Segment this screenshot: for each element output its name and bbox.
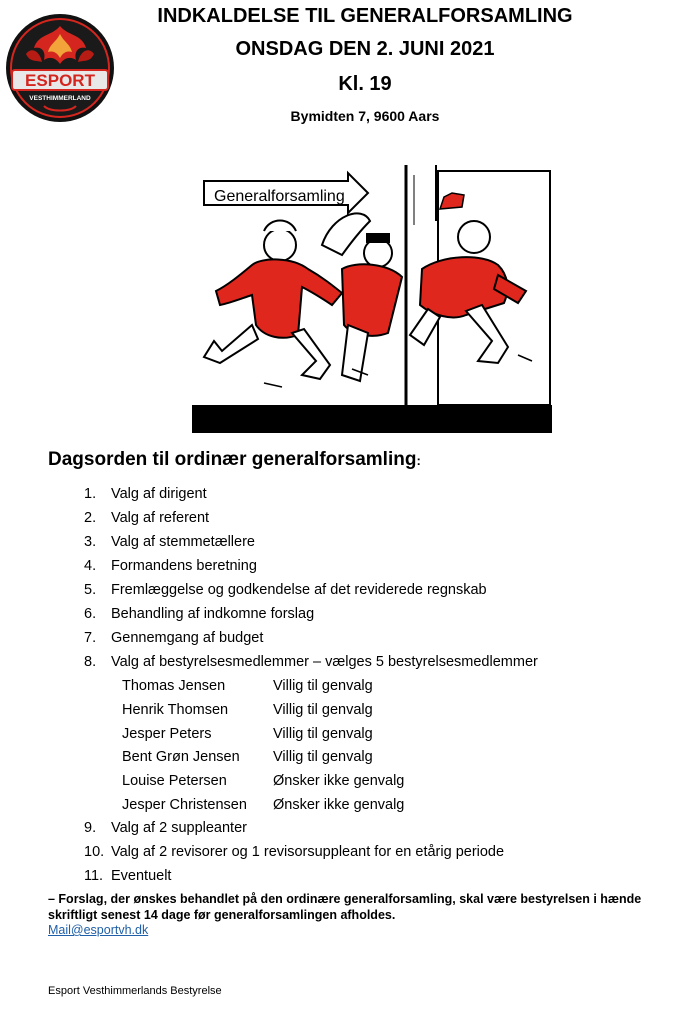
address: Bymidten 7, 9600 Aars [290, 108, 440, 124]
list-item: 11. Eventuelt [84, 868, 172, 884]
esport-logo [4, 12, 116, 124]
board-member-table [122, 676, 404, 819]
svg-text:VESTHIMMERLAND: VESTHIMMERLAND [29, 95, 91, 102]
agenda-list-continued [84, 818, 504, 890]
svg-text:ESPORT: ESPORT [25, 71, 95, 90]
list-item: 7. Gennemgang af budget [84, 630, 264, 646]
footer-signature: Esport Vesthimmerlands Bestyrelse [48, 985, 222, 997]
list-item: 10. Valg af 2 revisorer og 1 revisorsuppleant for en etårig periode [84, 844, 505, 860]
title-line-1: INDKALDELSE TIL GENERALFORSAMLING [157, 5, 573, 27]
title-line-3: Kl. 19 [338, 73, 392, 95]
agenda-list [84, 484, 538, 676]
sign-text: Generalforsamling [214, 188, 345, 205]
board-member-row: Bent Grøn Jensen Villig til genvalg [122, 749, 373, 766]
list-item: 6. Behandling af indkomne forslag [84, 606, 315, 622]
list-item: 8. Valg af bestyrelsesmedlemmer – vælges 5 bestyrelsesmedlemmer [84, 654, 538, 670]
proposal-note: – Forslag, der ønskes behandlet på den ordinære generalforsamling, skal være bestyrelsen i hænde skriftligt senest 14 dage før generalforsamlingen afholdes. [48, 892, 642, 922]
board-member-row: Henrik Thomsen Villig til genvalg [122, 701, 373, 718]
cartoon-illustration [192, 165, 552, 433]
board-member-row: Louise Petersen Ønsker ikke genvalg [122, 773, 405, 790]
agenda-title: Dagsorden til ordinær generalforsamling: [48, 449, 421, 470]
list-item: 2. Valg af referent [84, 510, 210, 526]
board-member-row: Jesper Christensen Ønsker ikke genvalg [122, 796, 405, 813]
mail-link[interactable]: Mail@esportvh.dk [48, 923, 149, 937]
list-item: 1. Valg af dirigent [84, 486, 207, 502]
board-member-row: Thomas Jensen Villig til genvalg [122, 678, 373, 694]
list-item: 4. Formandens beretning [84, 558, 257, 574]
list-item: 3. Valg af stemmetællere [84, 534, 255, 550]
board-member-row: Jesper Peters Villig til genvalg [122, 725, 373, 742]
list-item: 9. Valg af 2 suppleanter [84, 820, 247, 836]
title-line-2: ONSDAG DEN 2. JUNI 2021 [235, 38, 495, 60]
list-item: 5. Fremlæggelse og godkendelse af det reviderede regnskab [84, 582, 487, 598]
